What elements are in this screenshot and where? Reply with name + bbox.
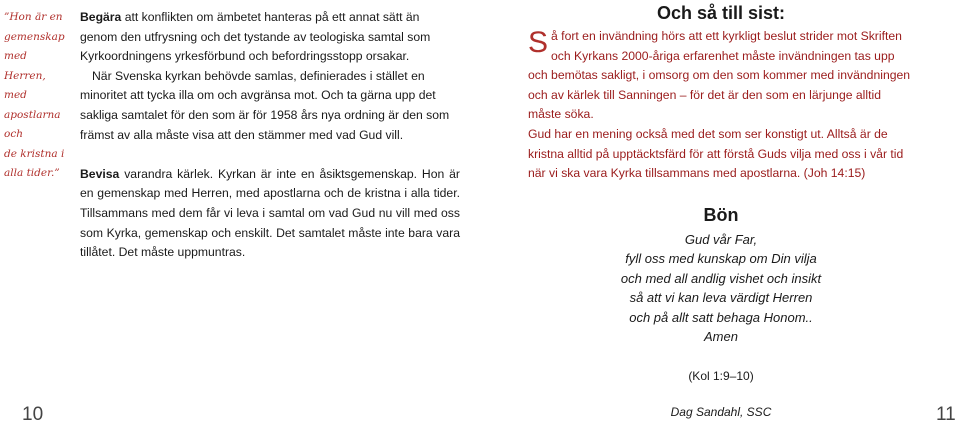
quote-line: apostlarna och [4, 108, 61, 140]
page-number-right: 11 [936, 404, 956, 425]
paragraph-text: att konflikten om ämbetet hanteras på ett annat sätt än genom den utfrysning och det tystande av teologiska samtal som Kyrkoordningens yrkesförbund och befordringsstopp orsakar. [80, 10, 431, 64]
bold-lead: Bevisa [80, 166, 120, 181]
prayer-line: fyll oss med kunskap om Din vilja [625, 251, 817, 267]
quote-line: de kristna i [4, 147, 65, 160]
quote-line: gemenskap [4, 30, 65, 43]
bold-lead: Begära [80, 10, 122, 24]
drop-cap: S [528, 26, 549, 59]
prayer-line: och på allt satt behaga Honom.. [629, 309, 813, 325]
paragraph: Gud har en mening också med det som ser konstigt ut. Alltså är de kristna alltid på upptäcktsfärd för att förstå Guds vilja med oss i vår tid när vi ska vara Kyrka tillsammans med apostlarna. (Joh 14:15) [528, 126, 904, 181]
prayer-text [528, 230, 914, 347]
quote-line: alla tider.” [4, 167, 60, 179]
author-signature: Dag Sandahl, SSC [670, 404, 772, 419]
prayer-line: Gud vår Far, [684, 231, 758, 247]
section-title: Och så till sist: [656, 3, 786, 23]
paragraph [80, 165, 460, 263]
paragraph [80, 8, 460, 67]
left-page-text [80, 8, 460, 263]
prayer-line: så att vi kan leva värdigt Herren [629, 290, 813, 306]
paragraph-text: varandra kärlek. Kyrkan är inte en åsiktsgemenskap. Hon är en gemenskap med Herren, med apostlarna och de kristna i alla tider. Tillsammans med dem får vi leva i samtal om vad Gud nu vill med oss som Kyrka, gemenskap och enskilt. Det samtalet måste inte bara vara tillåtet. Det måste uppmuntras. [80, 166, 460, 260]
quote-line: med Herren, [4, 50, 46, 82]
quote-line: med [4, 89, 27, 101]
scripture-reference: (Kol 1:9–10) [688, 368, 754, 383]
prayer-line: och med all andlig vishet och insikt [620, 270, 822, 286]
quote-line: ”Hon är en [4, 11, 63, 23]
right-body [528, 27, 914, 184]
paragraph: å fort en invändning hörs att ett kyrkligt beslut strider mot Skriften och Kyrkans 2000-åriga erfarenhet måste invändningen tas upp och bemötas sakligt, i omsorg om den som kommer med invändningen och av kärlek till Sanningen – för det är den som en lärjunge alltid måste söka. [528, 29, 911, 122]
prayer-title: Bön [703, 204, 739, 225]
spacer [80, 145, 460, 165]
page-number-left: 10 [22, 404, 44, 425]
paragraph: När Svenska kyrkan behövde samlas, definierades i stället en minoritet att tycka illa om och avgränsa mot. Och ta gärna upp det sakliga samtalet för den som är för 1958 års nya ordning är den som främst av alla måste visa att den stämmer med vad Gud vill. [80, 68, 450, 142]
prayer-line: Amen [704, 329, 738, 345]
sidebar-pull-quote [4, 8, 68, 184]
right-page-text [528, 0, 914, 419]
